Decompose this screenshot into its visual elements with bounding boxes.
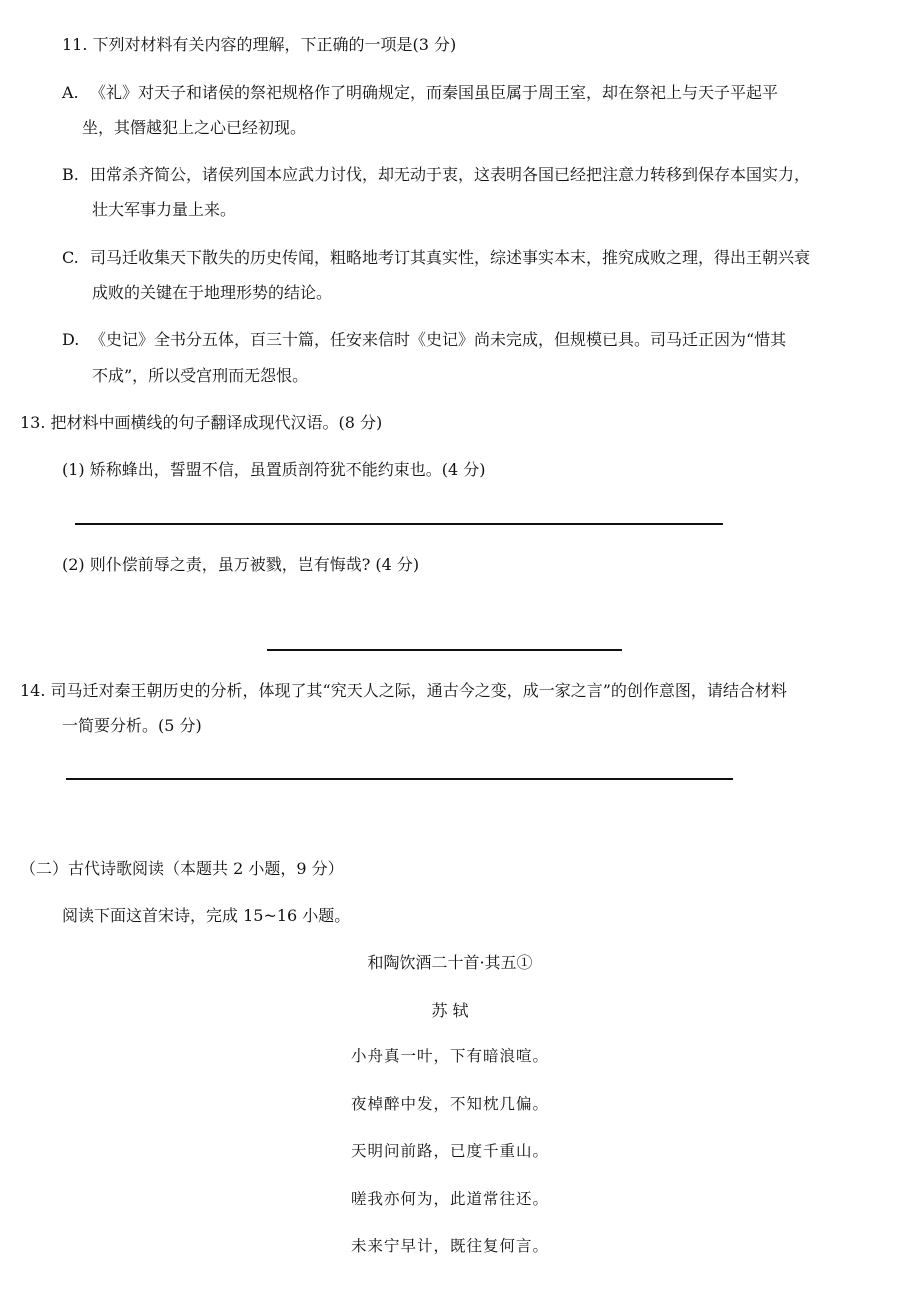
option-label: A. xyxy=(62,83,79,102)
poem-line: 夜棹醉中发，不知枕几偏。 xyxy=(350,1095,549,1113)
poem-line: 未来宁早计，既往复何言。 xyxy=(350,1237,549,1255)
q11-option-a-line2: 坐，其僭越犯上之心已经初现。 xyxy=(82,118,307,137)
section-heading: （二）古代诗歌阅读（本题共 2 小题，9 分） xyxy=(20,859,344,878)
poem-line: 小舟真一叶，下有暗浪喧。 xyxy=(350,1047,549,1065)
q14-line2: 一简要分析。(5 分) xyxy=(62,716,202,735)
poem-line: 嗟我亦何为，此道常往还。 xyxy=(350,1190,549,1208)
poem-title: 和陶饮酒二十首·其五① xyxy=(367,953,533,972)
option-label: D. xyxy=(62,330,80,349)
section-instruction: 阅读下面这首宋诗，完成 15~16 小题。 xyxy=(62,906,351,925)
q13-sub2: (2) 则仆偿前辱之责，虽万被戮，岂有悔哉? (4 分) xyxy=(62,555,420,574)
option-text: 《礼》对天子和诸侯的祭祀规格作了明确规定，而秦国虽臣属于周王室，却在祭祀上与天子平起平 xyxy=(90,83,779,102)
q11-option-b-line1 xyxy=(62,165,810,184)
q11-option-b-line2: 壮大军事力量上来。 xyxy=(92,200,237,219)
q13-stem: 13. 把材料中画横线的句子翻译成现代汉语。(8 分) xyxy=(20,413,383,432)
option-text: 《史记》全书分五体，百三十篇，任安来信时《史记》尚未完成，但规模已具。司马迁正因为“惜其 xyxy=(90,330,787,349)
q11-option-d-line1 xyxy=(62,330,786,349)
q11-option-d-line2: 不成”，所以受宫刑而无怨恨。 xyxy=(92,366,309,385)
answer-line-14[interactable] xyxy=(66,778,733,780)
option-text: 田常杀齐简公，诸侯列国本应武力讨伐，却无动于衷，这表明各国已经把注意力转移到保存本国实力， xyxy=(90,165,811,184)
poem-author: 苏 轼 xyxy=(431,1001,469,1020)
q11-stem: 11. 下列对材料有关内容的理解，下正确的一项是(3 分) xyxy=(62,35,457,54)
q11-option-a-line1 xyxy=(62,83,778,102)
option-label: B. xyxy=(62,165,79,184)
q13-sub1: (1) 矫称蜂出，誓盟不信，虽置质剖符犹不能约束也。(4 分) xyxy=(62,460,486,479)
option-label: C. xyxy=(62,248,79,267)
q11-option-c-line2: 成败的关键在于地理形势的结论。 xyxy=(92,283,333,302)
q14-line1: 14. 司马迁对秦王朝历史的分析，体现了其“究天人之际，通古今之变，成一家之言”的创作意图，请结合材料 xyxy=(20,681,787,700)
q11-option-c-line1 xyxy=(62,248,810,267)
option-text: 司马迁收集天下散失的历史传闻，粗略地考订其真实性，综述事实本末，推究成败之理，得出王朝兴衰 xyxy=(90,248,811,267)
answer-line-13-1[interactable] xyxy=(75,523,723,525)
poem-line: 天明问前路，已度千重山。 xyxy=(350,1142,549,1160)
answer-line-13-2[interactable] xyxy=(267,649,622,651)
